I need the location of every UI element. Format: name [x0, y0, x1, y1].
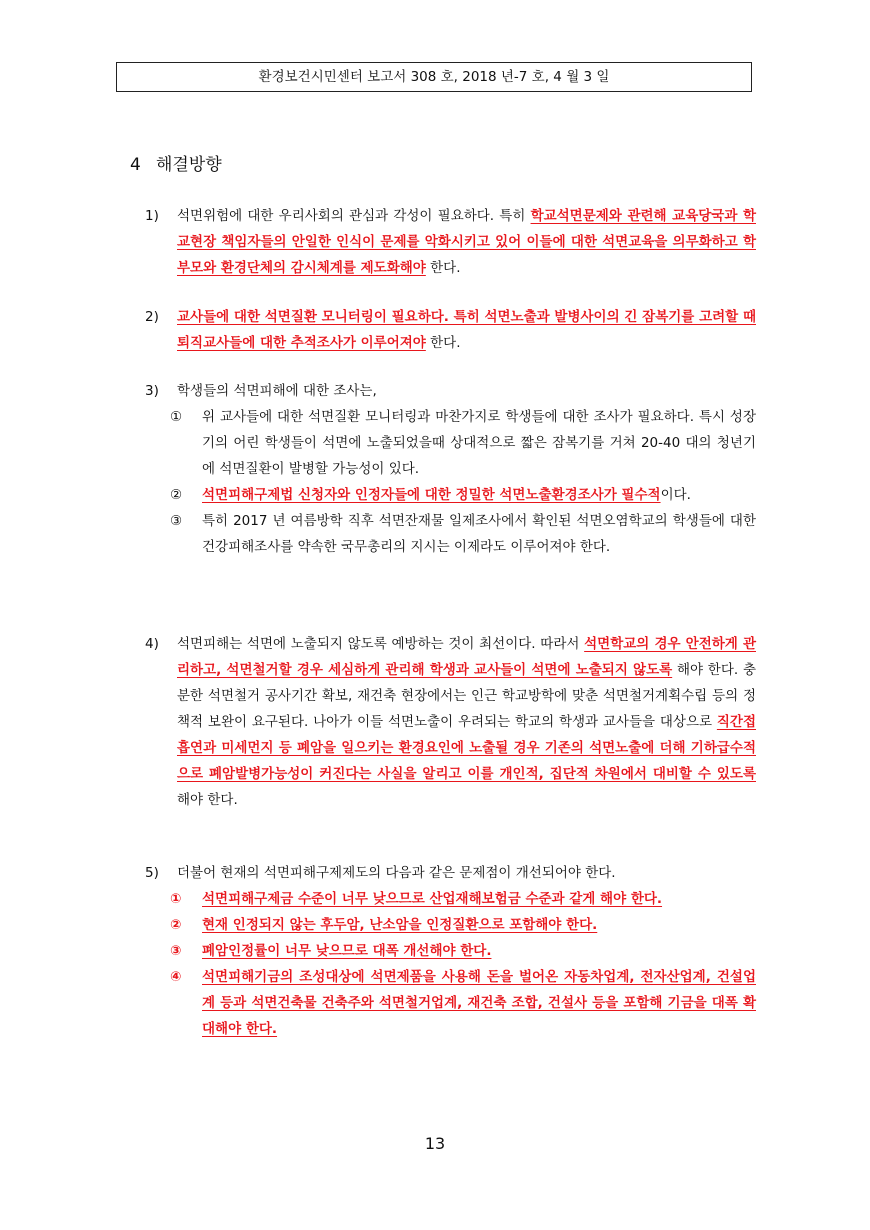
sub-item-text: 폐암인정률이 너무 낮으므로 대폭 개선해야 한다.: [202, 943, 492, 959]
sub-item-4: [170, 964, 756, 1042]
item-text: 해야 한다. 충분한 석면철거 공사기간 확보, 재건축 현장에서는 인근 학교방학에 맞춘 석면철거계획수립 등의 정책적 보완이 요구된다. 나아가 이들 석면노출이 우려되는 학교의 학생과 교사들을 대상으로: [177, 662, 756, 730]
circled-number: ④: [170, 969, 182, 985]
sub-item-text: 특히 2017 년 여름방학 직후 석면잔재물 일제조사에서 확인된 석면오염학교의 학생들에 대한 건강피해조사를 약속한 국무총리의 지시는 이제라도 이루어져야 한다.: [202, 513, 756, 555]
sub-item-3: [170, 508, 756, 560]
item-body: [177, 631, 756, 813]
item-body: [177, 203, 756, 281]
sub-item-2: [170, 482, 756, 508]
item-body: [177, 304, 756, 356]
report-header: 환경보건시민센터 보고서 308 호, 2018 년-7 호, 4 월 3 일: [116, 62, 752, 92]
sub-item-text: 석면피해기금의 조성대상에 석면제품을 사용해 돈을 벌어온 자동차업계, 전자산업계, 건설업계 등과 석면건축물 건축주와 석면철거업계, 재건축 조합, 건설사 등을 포함해 기금을 대폭 확대해야 한다.: [202, 969, 756, 1037]
list-item-2: [145, 304, 756, 356]
highlight-text: 직간접흡연과 미세먼지 등 폐암을 일으키는 환경요인에 노출될 경우 기존의 석면노출에 더해 기하급수적으로 폐암발병가능성이 커진다는 사실을 알리고 이를 개인적, 집단적 차원에서 대비할 수 있도록: [177, 714, 756, 782]
item-body: 더불어 현재의 석면피해구제제도의 다음과 같은 문제점이 개선되어야 한다.: [177, 865, 616, 881]
list-item-3: [145, 378, 756, 560]
circled-number: ③: [170, 943, 182, 959]
item-number: 1): [145, 208, 159, 224]
item-text: 해야 한다.: [177, 792, 238, 808]
list-item-1: [145, 203, 756, 281]
circled-number: ②: [170, 917, 182, 933]
item-body: 학생들의 석면피해에 대한 조사는,: [177, 383, 377, 399]
page-number: 13: [424, 1134, 446, 1153]
section-number: 4: [130, 155, 141, 175]
item-number: 2): [145, 309, 159, 325]
circled-number: ②: [170, 487, 183, 503]
circled-number: ③: [170, 513, 183, 529]
sub-item-text: 석면피해구제금 수준이 너무 낮으므로 산업재해보험금 수준과 같게 해야 한다.: [202, 891, 663, 907]
section-title-text: 해결방향: [156, 155, 222, 175]
circled-number: ①: [170, 891, 182, 907]
sub-item-text: [202, 482, 756, 508]
item-text: 석면위험에 대한 우리사회의 관심과 각성이 필요하다. 특히: [177, 208, 531, 224]
sub-item-text: 위 교사들에 대한 석면질환 모니터링과 마찬가지로 학생들에 대한 조사가 필요하다. 특시 성장기의 어린 학생들이 석면에 노출되었을때 상대적으로 짧은 잠복기를 거쳐 20-40 대의 청년기에 석면질환이 발병할 가능성이 있다.: [202, 409, 756, 477]
list-item-5: [145, 860, 756, 1042]
sub-item-1: [170, 886, 756, 912]
highlight-text: 교사들에 대한 석면질환 모니터링이 필요하다. 특히 석면노출과 발병사이의 긴 잠복기를 고려할 때 퇴직교사들에 대한 추적조사가 이루어져야: [177, 309, 756, 351]
item-text: 한다.: [425, 260, 461, 276]
item-number: 5): [145, 865, 159, 881]
highlight-text: 석면피해구제법 신청자와 인정자들에 대한 정밀한 석면노출환경조사가 필수적: [202, 487, 661, 503]
section-heading: [130, 150, 222, 175]
sub-item-3: [170, 938, 756, 964]
list-item-4: [145, 631, 756, 813]
sub-item-2: [170, 912, 756, 938]
highlight-text: 석면학교의 경우 안전하게 관리하고, 석면철거할 경우 세심하게 관리해 학생과 교사들이 석면에 노출되지 않도록: [177, 636, 756, 678]
item-number: 3): [145, 383, 159, 399]
circled-number: ①: [170, 409, 183, 425]
item-text: 이다.: [660, 487, 691, 503]
item-text: 한다.: [425, 335, 461, 351]
sub-item-text: 현재 인정되지 않는 후두암, 난소암을 인정질환으로 포함해야 한다.: [202, 917, 598, 933]
highlight-text: 학교석면문제와 관련해 교육당국과 학교현장 책임자들의 안일한 인식이 문제를 악화시키고 있어 이들에 대한 석면교육을 의무화하고 학부모와 환경단체의 감시체계를 제도화해야: [177, 208, 756, 276]
sub-item-1: [170, 404, 756, 482]
item-number: 4): [145, 636, 159, 652]
item-text: 석면피해는 석면에 노출되지 않도록 예방하는 것이 최선이다. 따라서: [177, 636, 585, 652]
